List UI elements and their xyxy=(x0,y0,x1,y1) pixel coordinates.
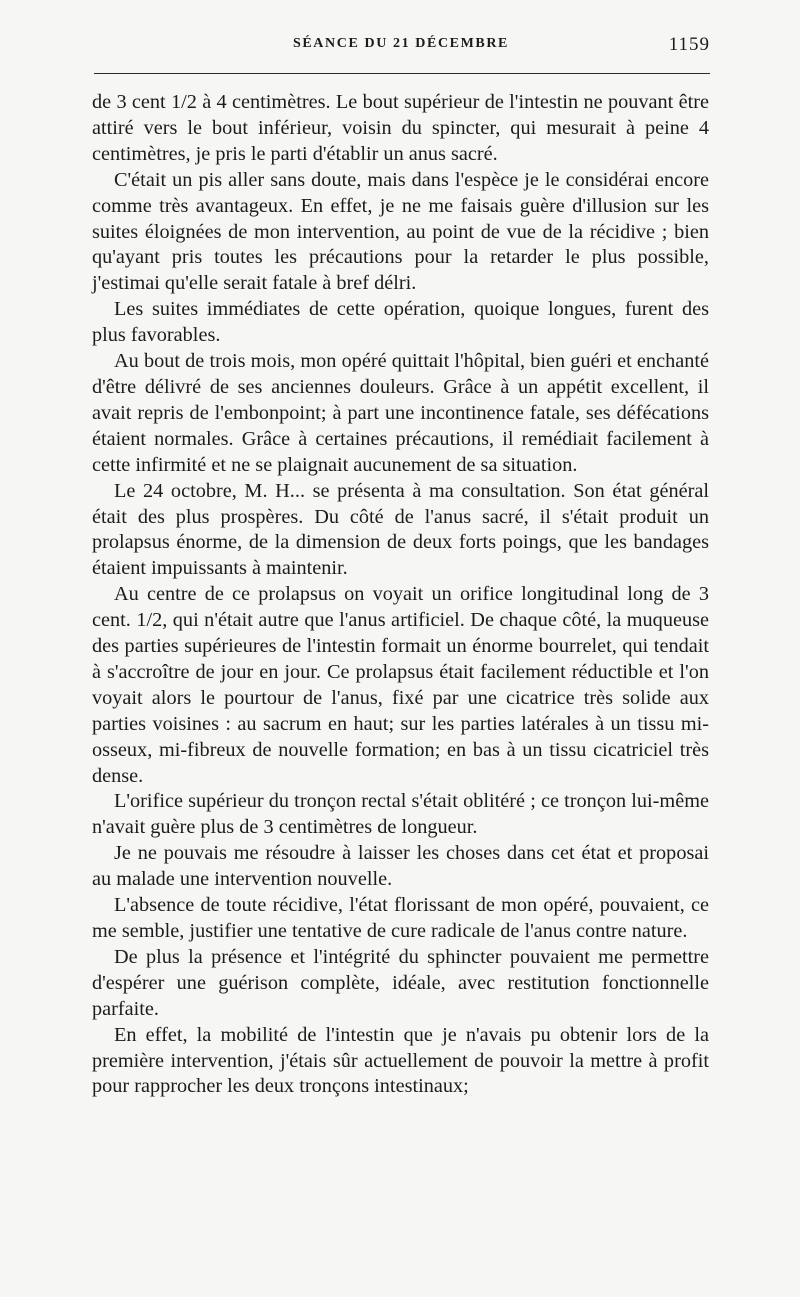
page-header xyxy=(92,34,710,60)
paragraph: L'absence de toute récidive, l'état florissant de mon opéré, pouvaient, ce me semble, justifier une tentative de cure radicale de l'anus contre nature. xyxy=(92,894,709,942)
paragraph: C'était un pis aller sans doute, mais dans l'espèce je le considérai encore comme très avantageux. En effet, je ne me faisais guère d'illusion sur les suites éloignées de mon intervention, au point de vue de la récidive ; bien qu'ayant pris toutes les précautions pour la retarder le plus possible, j'estimai qu'elle serait fatale à bref délri. xyxy=(92,168,709,295)
paragraph: L'orifice supérieur du tronçon rectal s'était oblitéré ; ce tronçon lui-même n'avait guère plus de 3 centimètres de longueur. xyxy=(92,790,709,839)
paragraph: Le 24 octobre, M. H... se présenta à ma consultation. Son état général était des plus prospères. Du côté de l'anus sacré, il s'était produit un prolapsus énorme, de la dimension de deux forts poings, que les bandages étaient impuissants à maintenir. xyxy=(92,479,709,580)
paragraph: Les suites immédiates de cette opération, quoique longues, furent des plus favorables. xyxy=(92,298,709,347)
running-title: SÉANCE DU 21 DÉCEMBRE xyxy=(292,36,509,51)
paragraph: de 3 cent 1/2 à 4 centimètres. Le bout supérieur de l'intestin ne pouvant être attiré vers le bout inférieur, voisin du spincter, qui mesurait à peine 4 centimètres, je pris le parti d'établir un anus sacré. xyxy=(92,91,709,165)
paragraph: Au bout de trois mois, mon opéré quittait l'hôpital, bien guéri et enchanté d'être délivré de ses anciennes douleurs. Grâce à un appétit excellent, il avait repris de l'embonpoint; à part une incontinence fatale, ses défécations étaient normales. Grâce à certaines précautions, il remédiait facilement à cette infirmité et ne se plaignait aucunement de sa situation. xyxy=(92,350,709,476)
body-text xyxy=(92,90,709,1100)
paragraph: Je ne pouvais me résoudre à laisser les choses dans cet état et proposai au malade une intervention nouvelle. xyxy=(92,842,709,891)
header-rule xyxy=(94,73,710,74)
paragraph: Au centre de ce prolapsus on voyait un orifice longitudinal long de 3 cent. 1/2, qui n'était autre que l'anus artificiel. De chaque côté, la muqueuse des parties supérieures de l'intestin formait un énorme bourrelet, qui tendait à s'accroître de jour en jour. Ce prolapsus était facilement réductible et l'on voyait alors le pourtour de l'anus, fixé par une cicatrice très solide aux parties voisines : au sacrum en haut; sur les parties latérales à un tissu mi-osseux, mi-fibreux de nouvelle formation; en bas à un tissu cicatriciel très dense. xyxy=(92,583,709,787)
paragraph: De plus la présence et l'intégrité du sphincter pouvaient me permettre d'espérer une guérison complète, idéale, avec restitution fonctionnelle parfaite. xyxy=(92,945,709,1020)
page-number: 1159 xyxy=(668,34,710,55)
paragraph: En effet, la mobilité de l'intestin que je n'avais pu obtenir lors de la première intervention, j'étais sûr actuellement de pouvoir la mettre à profit pour rapprocher les deux tronçons intestinaux; xyxy=(92,1023,709,1098)
